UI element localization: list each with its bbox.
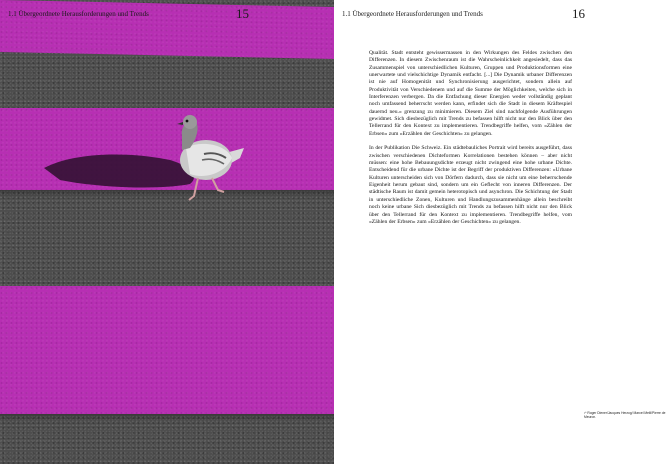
running-header-left: 1.1 Übergeordnete Herausforderungen und Trends: [8, 10, 149, 18]
stripe-edge-shadow-lower: [0, 414, 334, 422]
page-number-left: 15: [236, 6, 249, 21]
page-number-right: 16: [572, 6, 585, 21]
paragraph-1: Qualität. Stadt entsteht gewissermassen in den Wirkungen des Feldes zwischen den Differenzen. In diesem Zwischenraum ist die Wahrscheinlichkeit angesiedelt, dass das Zusammenspiel von unterschiedlichen Kulturen, Gruppen und Produktionsformen eine unerwartete und vielschichtige Dynamik entfacht. [...] Die Dynamik urbaner Differenzen ist nie auf Homogenität und Synchronisierung ausgerichtet, sondern allein auf Produktivität von Verschiedenem und auf die Summe der Möglichkeiten, welche sich in Interferenzen verbergen. Da die Entfachung dieser Energien weder vollständig geplant noch umfassend beherrscht werden kann, erfindet sich die Stadt in diesem Kräftespiel dauernd neu.» grenzung zu minimieren. Diesem Ziel sind nachfolgende Ausführungen gewidmet. Sich diesbezüglich mit Trends zu befassen hilft nicht nur den Blick über den Tellerrand für den Kontext zu implementieren. Trendbegriffe helfen, vom «Zählen der Erbsen» zum «Erzählen der Geschichten» zu gelangen.: [369, 50, 572, 137]
footnote-caption: ¹⁶ Roger Diener/Jacques Herzog/ Marcel Meili/Pierre de Meuron.: [584, 411, 666, 420]
body-text-column: [369, 50, 572, 226]
running-header-right: 1.1 Übergeordnete Herausforderungen und Trends: [342, 10, 483, 18]
crosswalk-stripe-top: [0, 0, 334, 59]
pigeon-illustration: [40, 110, 250, 210]
crosswalk-stripe-bottom: [0, 286, 334, 414]
paragraph-2: In der Publikation Die Schweiz. Ein städtebauliches Portrait wird bereits ausgeführt, dass zwischen verschiedenen Dichteformen Korrelationen bestehen können – aber nicht müssen: eine hohe Bebauungsdichte erzeugt nicht zwingend eine hohe urbane Dichte. Entscheidend für die urbane Dichte ist der Begriff der produktiven Differenzen: «Urbane Kulturen unterscheiden sich von Dörfern dadurch, dass sie nicht um eine beherrschende Eigenheit herum gebaut sind, sondern um ein Geflecht von inneren Differenzen. Der städtische Raum ist damit gemein heterotopisch und asynchron. Die Schichtung der Stadt in unterschiedliche Zonen, Kulturen und Handlungszusammenhänge allein beschreibt noch keine urbane Sich diesbezüglich mit Trends zu befassen hilft nicht nur den Blick über den Tellerrand für den Kontext zu implementieren. Trendbegriffe helfen, vom «Zählen der Erbsen» zum «Erzählen der Geschichten» zu gelangen.: [369, 145, 572, 225]
right-page: [334, 0, 668, 464]
